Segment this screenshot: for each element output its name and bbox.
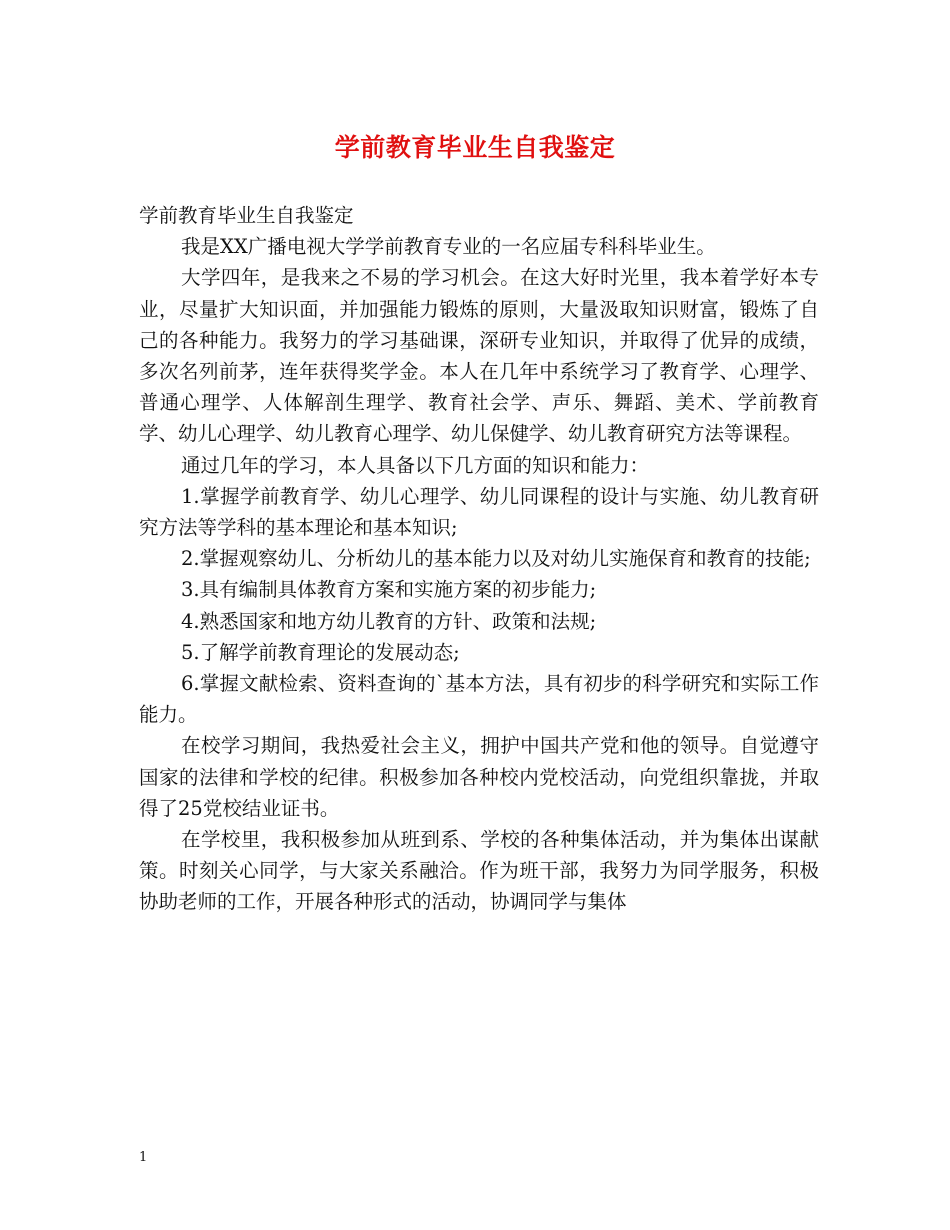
paragraph: 我是XX广播电视大学学前教育专业的一名应届专科科毕业生。 [181, 235, 716, 259]
page-number: 1 [139, 1150, 148, 1165]
list-item: 6.掌握文献检索、资料查询的`基本方法，具有初步的科学研究和实际工作能力。 [139, 672, 819, 727]
list-item: 4.熟悉国家和地方幼儿教育的方针、政策和法规; [181, 609, 597, 633]
paragraph: 在校学习期间，我热爱社会主义，拥护中国共产党和他的领导。自觉遵守国家的法律和学校的纪律。积极参加各种校内党校活动，向党组织靠拢，并取得了25党校结业证书。 [139, 734, 819, 820]
document-body [139, 200, 819, 918]
paragraph: 大学四年，是我来之不易的学习机会。在这大好时光里，我本着学好本专业，尽量扩大知识面，并加强能力锻炼的原则，大量汲取知识财富，锻炼了自己的各种能力。我努力的学习基础课，深研专业知识，并取得了优异的成绩，多次名列前茅，连年获得奖学金。本人在几年中系统学习了教育学、心理学、普通心理学、人体解剖生理学、教育社会学、声乐、舞蹈、美术、学前教育学、幼儿心理学、幼儿教育心理学、幼儿保健学、幼儿教育研究方法等课程。 [139, 266, 819, 446]
list-item: 1.掌握学前教育学、幼儿心理学、幼儿同课程的设计与实施、幼儿教育研究方法等学科的基本理论和基本知识; [139, 484, 819, 540]
list-item: 2.掌握观察幼儿、分析幼儿的基本能力以及对幼儿实施保育和教育的技能; [181, 547, 811, 571]
list-item: 3.具有编制具体教育方案和实施方案的初步能力; [181, 578, 597, 602]
document-subtitle: 学前教育毕业生自我鉴定 [139, 204, 354, 227]
list-item: 5.了解学前教育理论的发展动态; [181, 640, 460, 664]
paragraph: 在学校里，我积极参加从班到系、学校的各种集体活动，并为集体出谋献策。时刻关心同学，与大家关系融洽。作为班干部，我努力为同学服务，积极协助老师的工作，开展各种形式的活动，协调同学与集体 [139, 828, 819, 914]
paragraph: 通过几年的学习，本人具备以下几方面的知识和能力： [181, 453, 650, 477]
document-title: 学前教育毕业生自我鉴定 [334, 133, 616, 162]
